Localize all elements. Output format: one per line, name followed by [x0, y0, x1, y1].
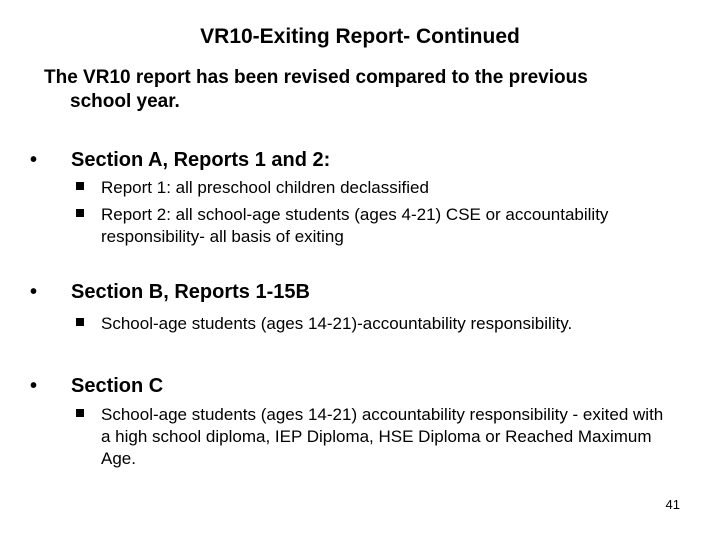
section-a-item-1-text: Report 1: all preschool children declassified	[101, 178, 429, 197]
square-bullet-icon	[76, 318, 84, 326]
square-bullet-icon	[76, 182, 84, 190]
bullet-icon: •	[30, 281, 38, 303]
square-bullet-icon	[76, 409, 84, 417]
square-bullet-icon	[76, 209, 84, 217]
bullet-icon: •	[30, 375, 38, 397]
section-b-title: Section B, Reports 1-15B	[71, 281, 310, 303]
section-c-title: Section C	[71, 375, 164, 397]
section-b-item-1	[76, 313, 676, 335]
section-a-item-2	[76, 204, 616, 248]
intro-line-1: The VR10 report has been revised compared to the previous	[44, 67, 588, 88]
section-a-item-1	[76, 177, 676, 199]
section-c-item-1	[76, 404, 676, 470]
page-number: 41	[665, 497, 680, 512]
intro-text	[44, 66, 684, 114]
section-c-item-1-text: School-age students (ages 14-21) accountability responsibility - exited with a high school diploma, IEP Diploma, HSE Diploma or Reached Maximum Age.	[101, 405, 664, 468]
slide-title: VR10-Exiting Report- Continued	[200, 25, 520, 48]
bullet-icon: •	[30, 149, 38, 171]
section-a-title: Section A, Reports 1 and 2:	[71, 149, 331, 171]
section-b-item-1-text: School-age students (ages 14-21)-accountability responsibility.	[101, 314, 573, 333]
intro-line-2: school year.	[70, 91, 180, 112]
section-a-item-2-text: Report 2: all school-age students (ages 4-21) CSE or accountability responsibility- all basis of exiting	[101, 205, 609, 246]
